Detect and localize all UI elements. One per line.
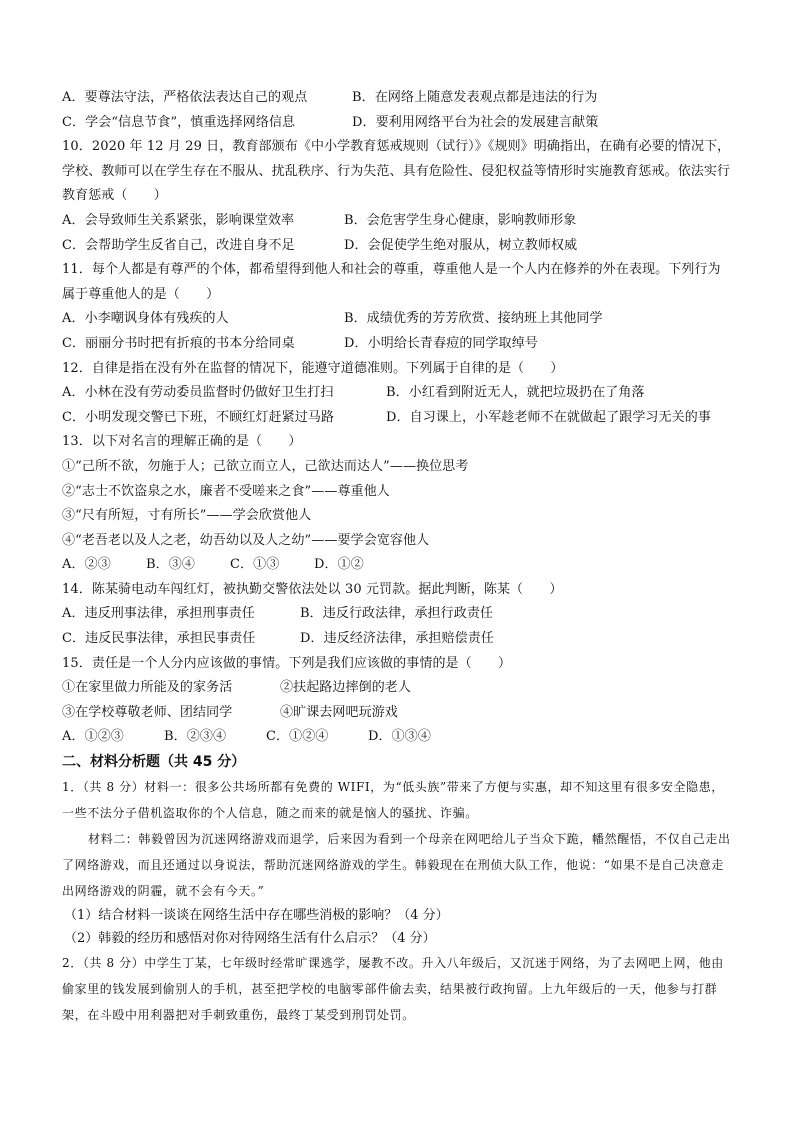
- q9-option-d[interactable]: D．要利用网络平台为社会的发展建言献策: [352, 114, 599, 130]
- material-2-paragraph-1: 2．（共 8 分）中学生丁某，七年级时经常旷课逃学，屡教不改。升入八年级后，又沉迷于网络，为了去网吧上网，他由偷家里的钱发展到偷别人的手机，甚至把学校的电脑零部件偷去卖，结果被行政拘留。上九年级后的一天，他参与打群架，在斗殴中用利器把对手刺致重伤，最终丁某受到刑罚处罚。: [62, 956, 724, 1023]
- q14-option-b[interactable]: B．违反行政法律，承担行政责任: [300, 606, 494, 622]
- q14-option-a[interactable]: A．违反刑事法律，承担刑事责任: [62, 606, 255, 622]
- q15-items-row2: [62, 701, 732, 726]
- q11-options-row1: [62, 307, 732, 332]
- q10-options-row2: [62, 234, 732, 259]
- q10-option-d[interactable]: D．会促使学生绝对服从，树立教师权威: [344, 237, 578, 253]
- q10-option-c[interactable]: C．会帮助学生反省自己，改进自身不足: [62, 237, 295, 253]
- q13-option-d[interactable]: D．①②: [314, 557, 364, 573]
- q15-option-d[interactable]: D．①③④: [368, 729, 431, 745]
- q14-stem: 14．陈某骑电动车闯红灯，被执勤交警依法处以 30 元罚款。据此判断，陈某（ ）: [62, 581, 563, 597]
- q14-option-c[interactable]: C．违反民事法律，承担民事责任: [62, 631, 256, 647]
- q11-option-d[interactable]: D．小明给长青春痘的同学取绰号: [344, 335, 538, 351]
- q14-options-row1: [62, 602, 732, 627]
- q9-options-row1: [62, 86, 732, 111]
- q10-option-b[interactable]: B．会危害学生身心健康，影响教师形象: [344, 212, 577, 228]
- q15-option-a[interactable]: A．①②③: [62, 729, 124, 745]
- q12-option-b[interactable]: B．小红看到附近无人，就把垃圾扔在了角落: [386, 385, 645, 401]
- q15-option-c[interactable]: C．①②④: [266, 729, 329, 745]
- q12-stem: 12．自律是指在没有外在监督的情况下，能遵守道德准则。下列属于自律的是（ ）: [62, 360, 564, 376]
- q15-stem: 15．责任是一个人分内应该做的事情。下列是我们应该做的事情的是（ ）: [62, 655, 512, 671]
- q9-option-c[interactable]: C．学会“信息节食”，慎重选择网络信息: [62, 114, 296, 130]
- q15-item-1: ①在家里做力所能及的家务活: [62, 680, 233, 696]
- q12-option-a[interactable]: A．小林在没有劳动委员监督时仍做好卫生打扫: [62, 385, 334, 401]
- q15-item-2: ②扶起路边摔倒的老人: [280, 680, 412, 696]
- q10-stem: 10．2020 年 12 月 29 日，教育部颁布《中小学教育惩戒规则（试行）》《规则》明确指出，在确有必要的情况下，学校、教师可以在学生存在不服从、扰乱秩序、行为失范、具有危险性、侵犯权益等情形时实施教育惩戒。依法实行教育惩戒（ ）: [62, 139, 731, 204]
- exam-page: [62, 86, 732, 1028]
- q15-option-b[interactable]: B．②③④: [164, 729, 227, 745]
- q11-option-b[interactable]: B．成绩优秀的芳芳欣赏、接纳班上其他同学: [344, 311, 603, 327]
- q13-item-3: ③“尺有所短，寸有所长”——学会欣赏他人: [62, 508, 312, 524]
- q13-option-b[interactable]: B．③④: [146, 557, 195, 573]
- q13-stem: 13．以下对名言的理解正确的是（ ）: [62, 434, 302, 450]
- q10-options-row1: [62, 209, 732, 234]
- q9-option-b[interactable]: B．在网络上随意发表观点都是违法的行为: [352, 90, 598, 105]
- q9-option-a[interactable]: A．要尊法守法，严格依法表达自己的观点: [62, 90, 308, 105]
- section-heading: 二、材料分析题（共 45 分）: [62, 754, 246, 771]
- q11-options-row2: [62, 332, 732, 357]
- q13-item-2: ②“志士不饮盗泉之水，廉者不受嗟来之食”——尊重他人: [62, 483, 390, 499]
- q14-options-row2: [62, 627, 732, 652]
- material-1-question-2: （2）韩毅的经历和感悟对你对待网络生活有什么启示？（4 分）: [64, 931, 436, 947]
- q15-item-4: ④旷课去网吧玩游戏: [280, 704, 398, 720]
- material-1-paragraph-1: 1．（共 8 分）材料一：很多公共场所都有免费的 WIFI，为“低头族”带来了方便与实惠，却不知这里有很多安全隐患，一些不法分子借机盗取你的个人信息，随之而来的就是恼人的骚扰、诈骗。: [62, 780, 724, 821]
- q10-option-a[interactable]: A．会导致师生关系紧张，影响课堂效率: [62, 212, 295, 228]
- q15-items-row1: [62, 676, 732, 701]
- q13-option-c[interactable]: C．①③: [230, 557, 280, 573]
- q9-options-row2: [62, 111, 732, 136]
- q13-options: [62, 553, 732, 578]
- q12-options-row2: [62, 406, 732, 431]
- q13-item-4: ④“老吾老以及人之老，幼吾幼以及人之幼”——要学会宽容他人: [62, 532, 430, 548]
- q12-option-d[interactable]: D．自习课上，小军趁老师不在就做起了跟学习无关的事: [386, 409, 711, 425]
- q12-option-c[interactable]: C．小明发现交警已下班，不顾红灯赶紧过马路: [62, 409, 335, 425]
- q11-option-c[interactable]: C．丽丽分书时把有折痕的书本分给同桌: [62, 335, 295, 351]
- q15-item-3: ③在学校尊敬老师、团结同学: [62, 704, 233, 720]
- material-1-question-1: （1）结合材料一谈谈在网络生活中存在哪些消极的影响？（4 分）: [64, 908, 449, 924]
- q14-option-d[interactable]: D．违反经济法律，承担赔偿责任: [300, 631, 494, 647]
- q11-option-a[interactable]: A．小李嘲讽身体有残疾的人: [62, 311, 229, 327]
- q15-options: [62, 725, 732, 750]
- q11-stem: 11．每个人都是有尊严的个体，都希望得到他人和社会的尊重，尊重他人是一个人内在修养的外在表现。下列行为属于尊重他人的是（ ）: [62, 262, 721, 302]
- q13-item-1: ①“己所不欲，勿施于人；己欲立而立人，己欲达而达人”——换位思考: [62, 458, 469, 474]
- q12-options-row1: [62, 381, 732, 406]
- material-1-paragraph-2: 材料二：韩毅曾因为沉迷网络游戏而退学，后来因为看到一个母亲在网吧给儿子当众下跪，幡然醒悟，不仅自己走出了网络游戏，而且还通过以身说法，帮助沉迷网络游戏的学生。韩毅现在在刑侦大队工作，他说：“如果不是自己决意走出网络游戏的阴霾，就不会有今天。”: [62, 832, 731, 899]
- q13-option-a[interactable]: A．②③: [62, 557, 111, 573]
